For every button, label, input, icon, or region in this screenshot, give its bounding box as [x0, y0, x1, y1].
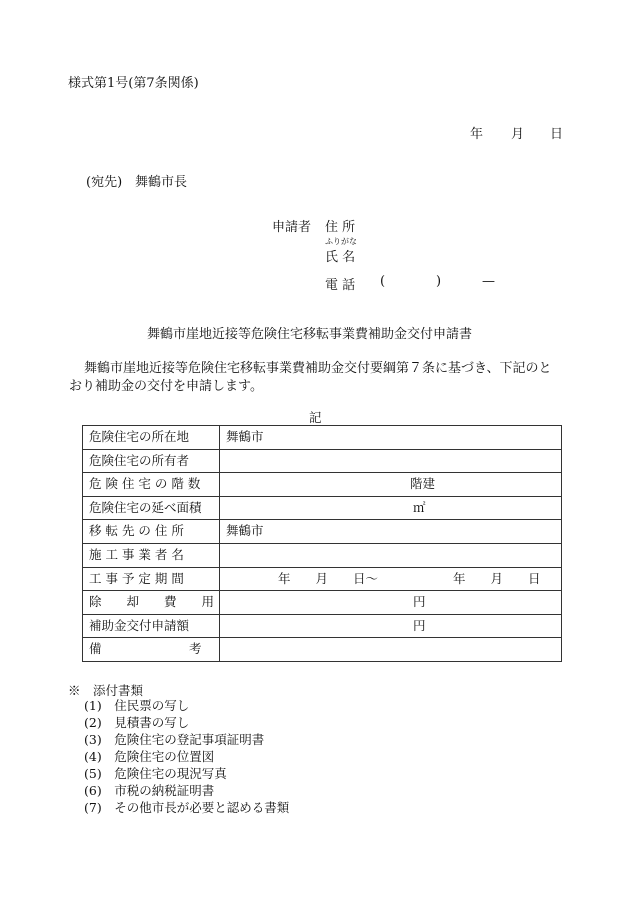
phone-dash: —	[482, 274, 495, 289]
row-value: ㎡	[413, 499, 426, 515]
furigana-label: ふりがな	[325, 237, 357, 246]
list-item: (5) 危険住宅の現況写真	[84, 766, 227, 781]
row-demolition-cost	[83, 591, 562, 615]
schedule-field[interactable]	[220, 567, 562, 591]
row-label: 補助金交付申請額	[83, 614, 220, 638]
row-value: 円	[413, 617, 426, 633]
row-label: 危険住宅の所在地	[83, 426, 220, 450]
phone-close-paren: )	[436, 274, 442, 289]
row-floors	[83, 473, 562, 497]
ki-label: 記	[309, 410, 322, 425]
document-title: 舞鶴市崖地近接等危険住宅移転事業費補助金交付申請書	[147, 327, 473, 342]
row-value: 舞鶴市	[226, 429, 264, 444]
addressee-prefix: (宛先)	[86, 175, 123, 190]
row-label: 除 却 費 用	[83, 591, 220, 615]
date-year: 年	[470, 127, 484, 142]
row-label: 危険住宅の所有者	[83, 449, 220, 473]
row-label: 工 事 予 定 期 間	[83, 567, 220, 591]
list-item: (2) 見積書の写し	[84, 715, 190, 730]
remarks-field[interactable]	[220, 638, 562, 662]
addressee-name: 舞鶴市長	[135, 175, 188, 190]
row-label: 施 工 事 業 者 名	[83, 543, 220, 567]
list-item: (3) 危険住宅の登記事項証明書	[84, 732, 265, 747]
body-line-2: おり補助金の交付を申請します。	[69, 379, 263, 394]
demolition-cost-field[interactable]	[220, 591, 562, 615]
list-item: (4) 危険住宅の位置図	[84, 749, 215, 764]
date-month: 月	[511, 127, 525, 142]
form-number: 様式第1号(第7条関係)	[68, 76, 199, 91]
floors-field[interactable]	[220, 473, 562, 497]
contractor-field[interactable]	[220, 543, 562, 567]
name-label: 氏 名	[325, 250, 356, 265]
row-value: 舞鶴市	[226, 523, 264, 539]
row-value: 円	[413, 594, 426, 610]
row-owner	[83, 449, 562, 473]
row-floor-area	[83, 496, 562, 520]
list-item: (7) その他市長が必要と認める書類	[84, 800, 290, 815]
body-line-1: 舞鶴市崖地近接等危険住宅移転事業費補助金交付要綱第７条に基づき、下記のと	[84, 361, 552, 376]
row-value: 階建	[410, 476, 436, 492]
date-day: 日	[550, 127, 564, 142]
address-label: 住 所	[325, 220, 356, 235]
attachments-list	[84, 697, 289, 816]
owner-field[interactable]	[220, 449, 562, 473]
row-label: 危険住宅の延べ面積	[83, 496, 220, 520]
row-destination	[83, 520, 562, 544]
row-value: 年 月 日～ 年 月 日	[278, 570, 541, 586]
row-label: 危 険 住 宅 の 階 数	[83, 473, 220, 497]
row-contractor	[83, 543, 562, 567]
row-location	[83, 426, 562, 450]
row-label: 備 考	[83, 638, 220, 662]
application-table	[82, 425, 562, 662]
list-item: (1) 住民票の写し	[84, 698, 190, 713]
phone-label: 電 話	[325, 278, 356, 293]
row-label: 移 転 先 の 住 所	[83, 520, 220, 544]
list-item: (6) 市税の納税証明書	[84, 783, 215, 798]
attachments-heading: ※ 添付書類	[68, 683, 144, 698]
location-field[interactable]	[220, 426, 562, 450]
row-schedule	[83, 567, 562, 591]
floor-area-field[interactable]	[220, 496, 562, 520]
applicant-title: 申請者	[272, 220, 312, 235]
row-subsidy-amount	[83, 614, 562, 638]
subsidy-amount-field[interactable]	[220, 614, 562, 638]
phone-open-paren: (	[380, 274, 386, 289]
destination-field[interactable]	[220, 520, 562, 544]
row-remarks	[83, 638, 562, 662]
